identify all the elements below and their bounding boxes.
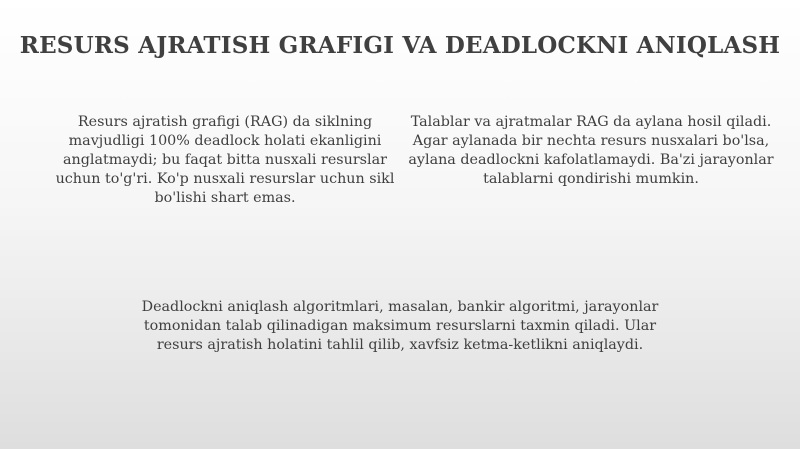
bottom-text-block: Deadlockni aniqlash algoritmlari, masalan, bankir algoritmi, jarayonlar tomonidan talab qilinadigan maksimum resurslarni taxmin qiladi. Ular resurs ajratish holatini tahlil qilib, xavfsiz ketma-ketlikni aniqlaydi. [141,299,659,353]
left-text-block: Resurs ajratish grafigi (RAG) da siklning mavjudligi 100% deadlock holati ekanligini anglatmaydi; bu faqat bitta nusxali resurslar uchun to'g'ri. Ko'p nusxali resurslar uchun sikl bo'lishi shart emas. [55,114,395,206]
slide-title: RESURS AJRATISH GRAFIGI VA DEADLOCKNI ANIQLASH [19,32,781,59]
right-text-block: Talablar va ajratmalar RAG da aylana hosil qiladi. Agar aylanada bir nechta resurs nusxalari bo'lsa, aylana deadlockni kafolatlamaydi. Ba'zi jarayonlar talablarni qondirishi mumkin. [408,114,774,187]
